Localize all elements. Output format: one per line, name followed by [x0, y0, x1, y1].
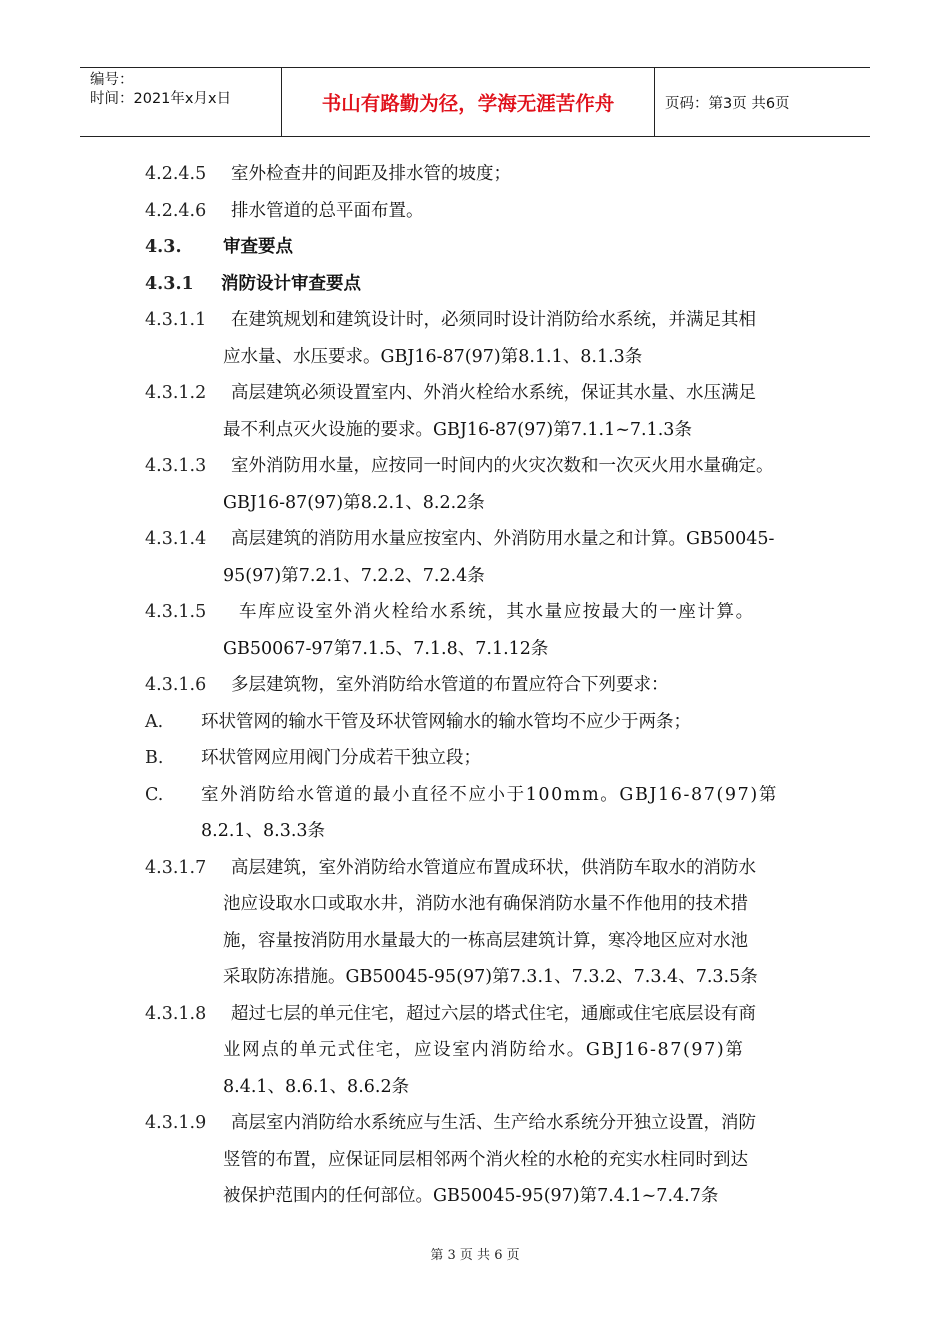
clause-text: 室外检查井的间距及排水管的坡度；: [231, 164, 511, 184]
clause-continuation: 95(97)第7.2.1、7.2.2、7.2.4条: [223, 565, 485, 586]
list-item-a: [145, 704, 815, 741]
clause-4-2-4-5: [145, 156, 815, 193]
list-marker: C.: [145, 784, 164, 805]
clause-text: 超过七层的单元住宅，超过六层的塔式住宅，通廊或住宅底层设有商: [231, 1003, 756, 1024]
clause-4-3-1-7: [145, 850, 815, 887]
clause-continuation: 最不利点灭火设施的要求。GBJ16-87(97)第7.1.1~7.1.3条: [223, 419, 692, 440]
clause-continuation: 采取防冻措施。GB50045-95(97)第7.3.1、7.3.2、7.3.4、7.3.5条: [223, 967, 758, 987]
clause-continuation: 应水量、水压要求。GBJ16-87(97)第8.1.1、8.1.3条: [223, 346, 643, 367]
section-title: 消防设计审查要点: [221, 273, 361, 294]
clause-text: 高层建筑的消防用水量应按室内、外消防用水量之和计算。GB50045-: [231, 529, 775, 549]
clause-number: 4.3.1.9: [145, 1113, 207, 1133]
clause-4-3-1-4: [145, 521, 815, 558]
list-item-c: [145, 777, 815, 814]
clause-number: 4.3.1.1: [145, 310, 207, 330]
clause-continuation: 8.4.1、8.6.1、8.6.2条: [223, 1076, 410, 1097]
clause-text: 高层建筑，室外消防给水管道应布置成环状，供消防车取水的消防水: [231, 857, 756, 878]
clause-text: 排水管道的总平面布置。: [231, 200, 424, 221]
clause-continuation: 施，容量按消防用水量最大的一栋高层建筑计算，寒冷地区应对水池: [223, 930, 748, 951]
document-body: [145, 156, 815, 1215]
clause-4-3-1-5: [145, 594, 815, 631]
clause-number: 4.2.4.6: [145, 200, 207, 221]
clause-text: 车库应设室外消火栓给水系统，其水量应按最大的一座计算。: [239, 602, 755, 622]
section-heading-4-3: [145, 229, 815, 266]
clause-text: 高层建筑必须设置室内、外消火栓给水系统，保证其水量、水压满足: [231, 383, 756, 403]
clause-continuation: 业网点的单元式住宅，应设室内消防给水。GBJ16-87(97)第: [223, 1040, 745, 1060]
clause-text: 高层室内消防给水系统应与生活、生产给水系统分开独立设置，消防: [231, 1113, 756, 1133]
header-motto: 书山有路勤为径，学海无涯苦作舟: [282, 68, 655, 136]
clause-number: 4.3.1.2: [145, 383, 207, 403]
clause-4-3-1-2: [145, 375, 815, 412]
list-marker: B.: [145, 748, 164, 768]
list-text: 室外消防给水管道的最小直径不应小于100mm。GBJ16-87(97)第: [201, 784, 778, 805]
header-date: 时间：2021年x月x日: [90, 91, 232, 107]
clause-text: 在建筑规划和建筑设计时，必须同时设计消防给水系统，并满足其相: [231, 310, 756, 330]
list-item-b: [145, 740, 815, 777]
section-title: 审查要点: [223, 237, 293, 257]
page-header: [80, 67, 870, 137]
page-footer: 第 3 页 共 6 页: [430, 1248, 520, 1263]
clause-number: 4.3.1.4: [145, 529, 207, 549]
clause-continuation: 池应设取水口或取水井，消防水池有确保消防水量不作他用的技术措: [223, 894, 748, 914]
clause-4-3-1-6: [145, 667, 815, 704]
clause-continuation: GBJ16-87(97)第8.2.1、8.2.2条: [223, 492, 485, 513]
section-number: 4.3.: [145, 237, 182, 257]
clause-text: 室外消防用水量，应按同一时间内的火灾次数和一次灭火用水量确定。: [231, 456, 774, 476]
clause-continuation: 竖管的布置，应保证同层相邻两个消火栓的水枪的充实水柱同时到达: [223, 1149, 748, 1170]
clause-number: 4.3.1.7: [145, 857, 207, 878]
clause-number: 4.2.4.5: [145, 164, 207, 184]
section-heading-4-3-1: [145, 266, 815, 303]
clause-number: 4.3.1.8: [145, 1003, 207, 1024]
header-meta: [80, 68, 282, 136]
clause-continuation: 被保护范围内的任何部位。GB50045-95(97)第7.4.1~7.4.7条: [223, 1186, 719, 1206]
header-page-info: 页码：第3页 共6页: [665, 95, 790, 112]
clause-4-3-1-8: [145, 996, 815, 1033]
section-number: 4.3.1: [145, 273, 194, 294]
clause-4-3-1-1: [145, 302, 815, 339]
clause-continuation: GB50067-97第7.1.5、7.1.8、7.1.12条: [223, 638, 549, 659]
header-serial: 编号：: [90, 72, 134, 88]
clause-text: 多层建筑物，室外消防给水管道的布置应符合下列要求：: [231, 675, 669, 695]
list-text: 环状管网应用阀门分成若干独立段；: [201, 748, 481, 768]
list-text: 环状管网的输水干管及环状管网输水的输水管均不应少于两条；: [201, 711, 691, 732]
clause-number: 4.3.1.3: [145, 456, 207, 476]
clause-4-3-1-3: [145, 448, 815, 485]
clause-number: 4.3.1.6: [145, 675, 207, 695]
clause-number: 4.3.1.5: [145, 602, 207, 622]
clause-4-3-1-9: [145, 1105, 815, 1142]
list-continuation: 8.2.1、8.3.3条: [201, 821, 326, 841]
clause-4-2-4-6: [145, 193, 815, 230]
list-marker: A.: [145, 711, 164, 732]
